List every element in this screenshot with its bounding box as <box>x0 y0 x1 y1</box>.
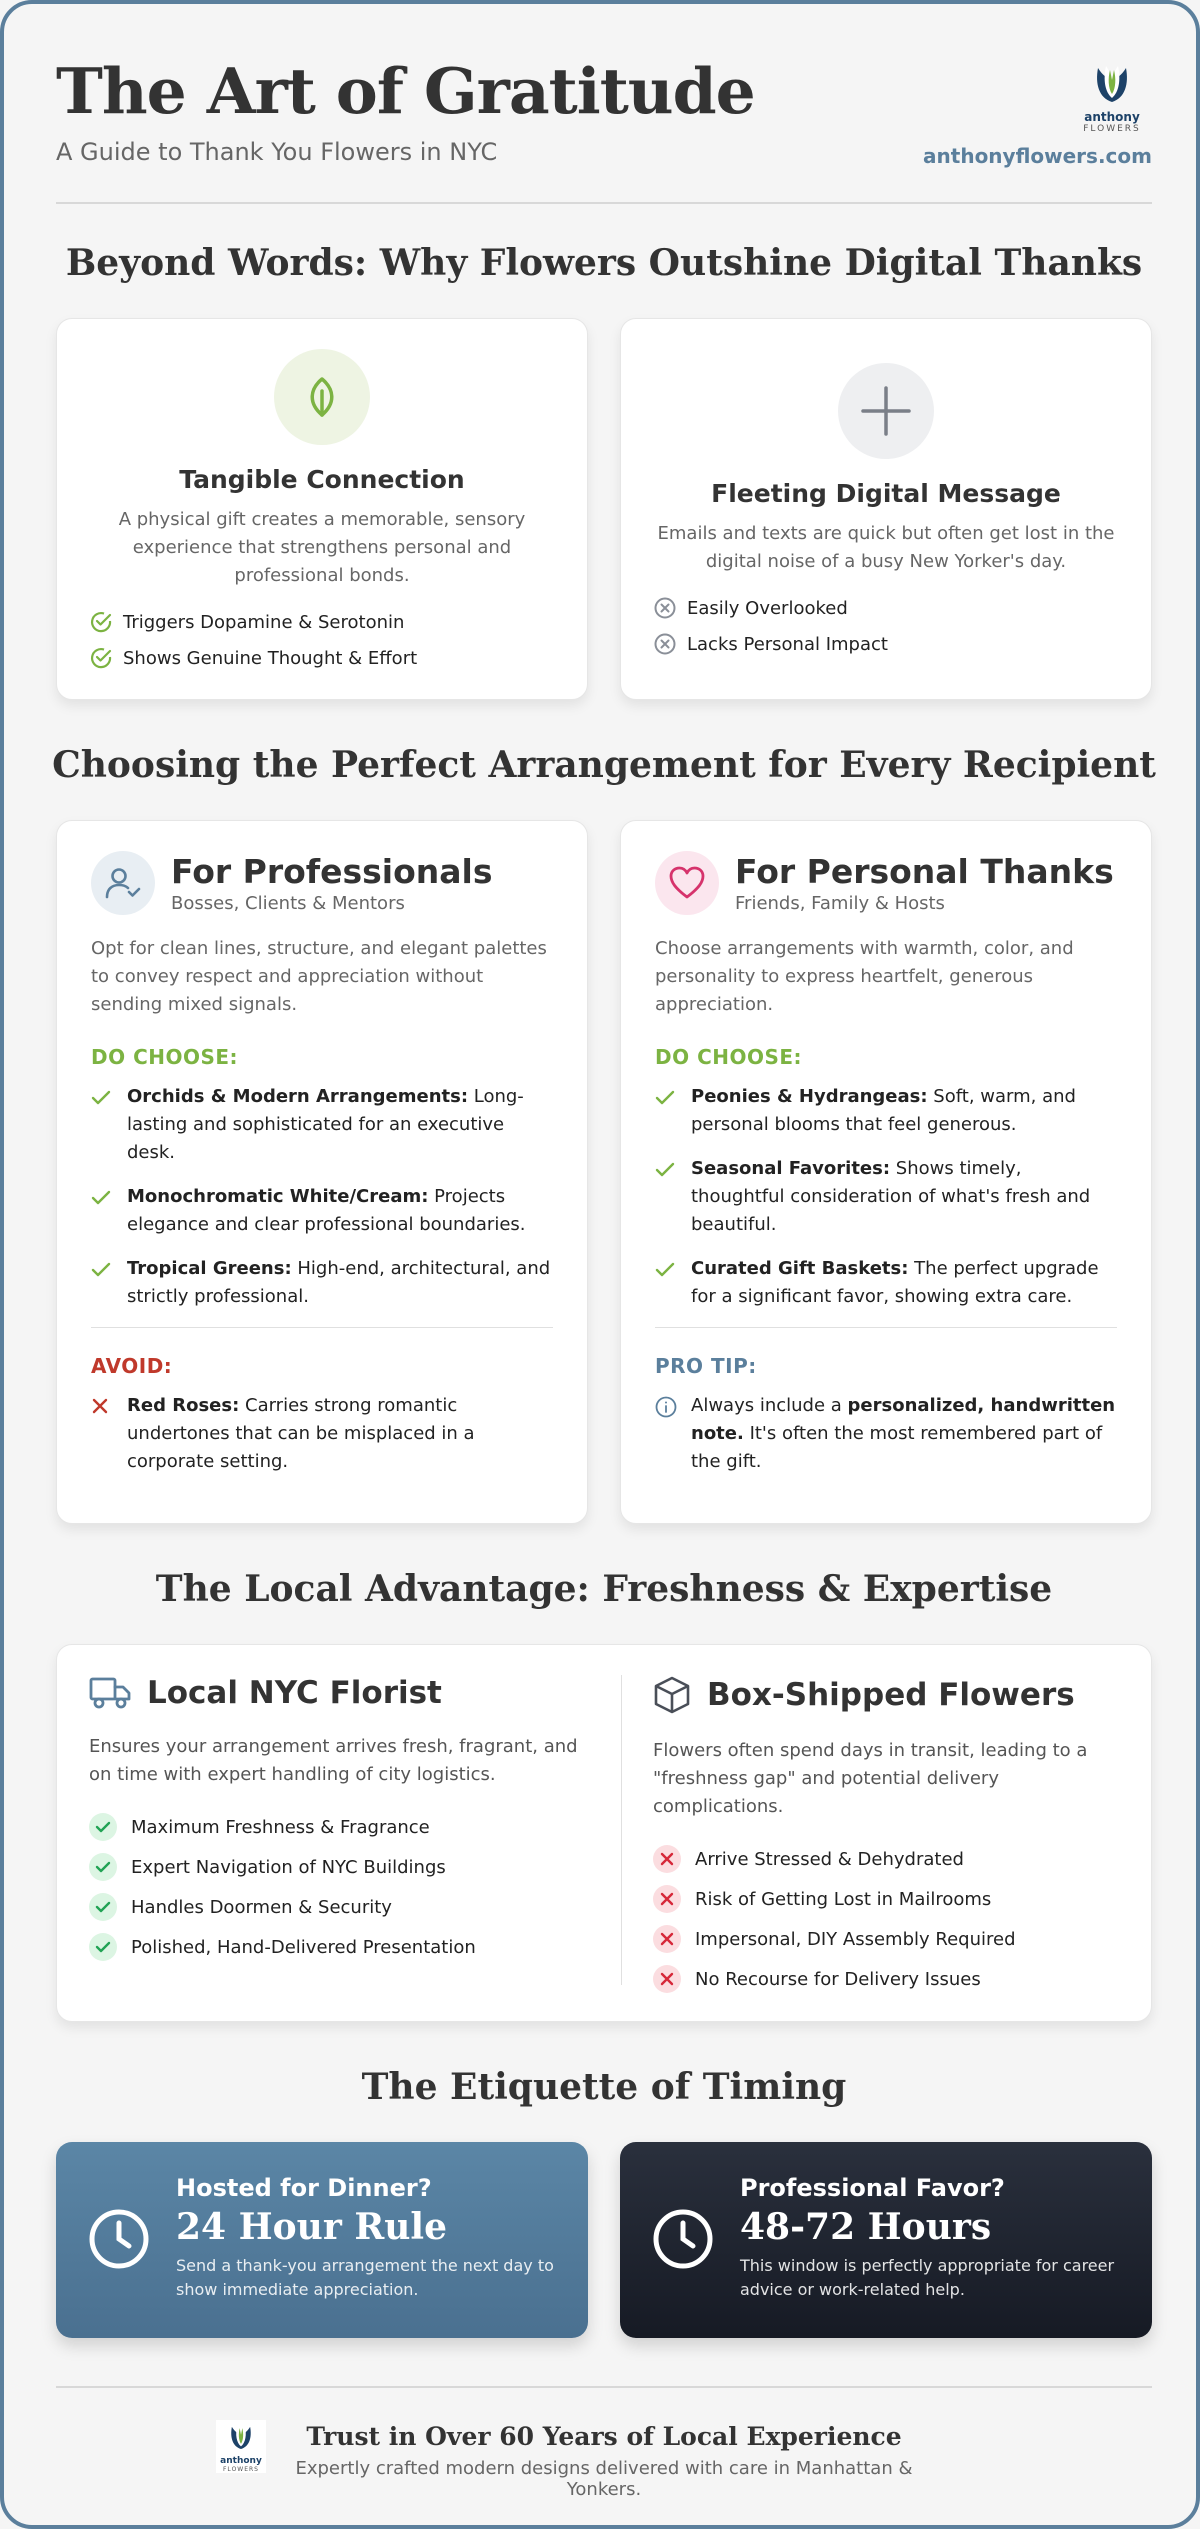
list-item <box>91 1183 553 1239</box>
column-divider <box>621 1675 622 1985</box>
footer-title: Trust in Over 60 Years of Local Experience <box>306 2422 902 2451</box>
list-item <box>653 590 1119 626</box>
card-header <box>91 851 553 915</box>
column-description: Ensures your arrangement arrives fresh, fragrant, and on time with expert handling of city logistics. <box>89 1736 578 1785</box>
x-icon <box>660 1972 674 1986</box>
timing-description: This window is perfectly appropriate for career advice or work-related help. <box>740 2256 1115 2299</box>
section-title-local-advantage: The Local Advantage: Freshness & Expertise <box>155 1568 1053 1610</box>
footer-divider <box>56 2386 1152 2388</box>
delivery-truck-icon <box>89 1675 131 1711</box>
item-text: The perfect upgrade for a significant favor, showing extra care. <box>691 1258 1099 1307</box>
list-item-label: Maximum Freshness & Fragrance <box>131 1816 430 1838</box>
check-icon <box>95 1861 111 1873</box>
card-local-vs-shipped <box>56 1644 1152 2022</box>
list-item-label: No Recourse for Delivery Issues <box>695 1968 981 1990</box>
local-florist-column <box>89 1675 599 1967</box>
list-item-label: Lacks Personal Impact <box>687 633 888 655</box>
column-description: Flowers often spend days in transit, leading to a "freshness gap" and potential delivery complications. <box>653 1740 1088 1817</box>
check-icon <box>655 1090 675 1106</box>
tulip-logo-icon <box>226 2420 256 2452</box>
heart-icon-badge <box>655 851 719 915</box>
leaf-icon <box>298 373 346 421</box>
header-divider <box>56 202 1152 204</box>
card-divider <box>91 1327 553 1328</box>
do-choose-label: DO CHOOSE: <box>91 1045 239 1069</box>
card-title: Tangible Connection <box>179 465 465 494</box>
x-circle-icon <box>653 596 677 620</box>
logo-wordmark: anthony <box>1084 110 1140 124</box>
do-choose-list <box>655 1083 1117 1311</box>
card-title: For Personal Thanks <box>735 852 1114 891</box>
tip-highlight: personalized, handwritten note. <box>691 1395 1116 1444</box>
tulip-logo-icon <box>1089 58 1135 106</box>
footer-logo-wordmark: anthony <box>220 2456 262 2466</box>
list-item-label: Risk of Getting Lost in Mailrooms <box>695 1888 992 1910</box>
list-item-label: Handles Doormen & Security <box>131 1896 392 1918</box>
list-item <box>89 1807 599 1847</box>
card-title: Fleeting Digital Message <box>711 479 1061 508</box>
page-title: The Art of Gratitude <box>56 54 755 128</box>
drawback-list <box>653 590 1119 662</box>
x-icon <box>660 1892 674 1906</box>
card-dinner-timing <box>56 2142 588 2338</box>
section-title-etiquette-timing: The Etiquette of Timing <box>361 2066 847 2108</box>
card-digital-message <box>620 318 1152 700</box>
list-item <box>89 1927 599 1967</box>
list-item-label: Polished, Hand-Delivered Presentation <box>131 1936 476 1958</box>
item-heading: Tropical Greens: <box>127 1258 292 1279</box>
check-icon <box>95 1901 111 1913</box>
footer-logo-wordmark-sub: FLOWERS <box>222 2466 259 2473</box>
list-item <box>89 1847 599 1887</box>
list-item-label: Impersonal, DIY Assembly Required <box>695 1928 1016 1950</box>
card-description: Choose arrangements with warmth, color, and personality to express heartfelt, generous appreciation. <box>655 938 1074 1015</box>
list-item <box>91 1083 553 1167</box>
list-item <box>653 1919 1123 1959</box>
column-header <box>89 1675 599 1711</box>
list-item-label: Triggers Dopamine & Serotonin <box>123 611 405 633</box>
card-subtitle: Bosses, Clients & Mentors <box>171 893 405 914</box>
list-item <box>653 1879 1123 1919</box>
plus-icon-badge <box>838 363 934 459</box>
x-circle-icon <box>653 632 677 656</box>
card-professional-timing <box>620 2142 1152 2338</box>
benefit-list <box>89 604 555 676</box>
card-professionals <box>56 820 588 1524</box>
list-item <box>89 640 555 676</box>
card-description: Opt for clean lines, structure, and elegant palettes to convey respect and appreciation without sending mixed signals. <box>91 938 547 1015</box>
info-icon <box>655 1396 677 1418</box>
section-title-why-flowers: Beyond Words: Why Flowers Outshine Digital Thanks <box>65 242 1143 284</box>
page-subtitle: A Guide to Thank You Flowers in NYC <box>56 138 498 166</box>
avoid-list <box>91 1392 553 1476</box>
item-text: High-end, architectural, and strictly professional. <box>127 1258 551 1307</box>
drawbacks-list <box>653 1839 1123 1999</box>
item-text: Shows timely, thoughtful consideration of what's fresh and beautiful. <box>691 1158 1091 1235</box>
website-link[interactable]: anthonyflowers.com <box>923 144 1152 168</box>
check-circle-icon <box>89 646 113 670</box>
check-icon <box>95 1821 111 1833</box>
avoid-label: AVOID: <box>91 1354 173 1378</box>
x-icon <box>660 1932 674 1946</box>
list-item <box>655 1255 1117 1311</box>
card-subtitle: Friends, Family & Hosts <box>735 893 945 914</box>
x-icon <box>660 1852 674 1866</box>
check-circle-icon <box>89 610 113 634</box>
footer-subtitle: Expertly crafted modern designs delivered with care in Manhattan & Yonkers. <box>295 2458 913 2500</box>
list-item <box>653 626 1119 662</box>
column-header <box>653 1675 1123 1715</box>
item-heading: Monochromatic White/Cream: <box>127 1186 429 1207</box>
timing-rule: 48-72 Hours <box>740 2206 992 2248</box>
item-heading: Curated Gift Baskets: <box>691 1258 909 1279</box>
pro-tip <box>655 1392 1117 1476</box>
list-item <box>655 1392 1117 1476</box>
list-item-label: Arrive Stressed & Dehydrated <box>695 1848 964 1870</box>
clock-icon <box>652 2208 714 2270</box>
check-icon <box>91 1190 111 1206</box>
item-heading: Peonies & Hydrangeas: <box>691 1086 928 1107</box>
check-icon <box>95 1941 111 1953</box>
card-description: A physical gift creates a memorable, sensory experience that strengthens personal and professional bonds. <box>118 509 526 586</box>
advantages-list <box>89 1807 599 1967</box>
user-check-icon <box>103 863 143 903</box>
tip-text: Always include a <box>691 1395 848 1416</box>
list-item <box>89 604 555 640</box>
card-divider <box>655 1327 1117 1328</box>
list-item-label: Shows Genuine Thought & Effort <box>123 647 418 669</box>
check-icon <box>655 1262 675 1278</box>
heart-icon <box>667 863 707 903</box>
item-heading: Red Roses: <box>127 1395 240 1416</box>
card-description: Emails and texts are quick but often get lost in the digital noise of a busy New Yorker's day. <box>657 523 1115 572</box>
column-title: Local NYC Florist <box>147 1675 442 1711</box>
item-text: Long-lasting and sophisticated for an executive desk. <box>127 1086 524 1163</box>
clock-icon <box>88 2208 150 2270</box>
plus-icon <box>859 384 913 438</box>
check-icon <box>91 1090 111 1106</box>
package-box-icon <box>653 1675 691 1715</box>
header <box>56 54 1152 204</box>
column-title: Box-Shipped Flowers <box>707 1677 1075 1713</box>
logo-wordmark-sub: FLOWERS <box>1083 124 1141 134</box>
list-item-label: Expert Navigation of NYC Buildings <box>131 1856 446 1878</box>
leaf-icon-badge <box>274 349 370 445</box>
pro-tip-label: PRO TIP: <box>655 1354 757 1378</box>
item-heading: Orchids & Modern Arrangements: <box>127 1086 469 1107</box>
list-item <box>655 1155 1117 1239</box>
item-heading: Seasonal Favorites: <box>691 1158 891 1179</box>
footer <box>4 2414 1200 2500</box>
list-item <box>655 1083 1117 1139</box>
do-choose-list <box>91 1083 553 1311</box>
timing-question: Professional Favor? <box>740 2174 1005 2202</box>
list-item <box>91 1392 553 1476</box>
item-text: Carries strong romantic undertones that can be misplaced in a corporate setting. <box>127 1395 475 1472</box>
timing-question: Hosted for Dinner? <box>176 2174 432 2202</box>
check-icon <box>91 1262 111 1278</box>
tip-text: It's often the most remembered part of the gift. <box>691 1423 1103 1472</box>
timing-description: Send a thank-you arrangement the next day to show immediate appreciation. <box>176 2256 554 2299</box>
card-personal-thanks <box>620 820 1152 1524</box>
footer-logo[interactable] <box>216 2420 266 2473</box>
timing-rule: 24 Hour Rule <box>176 2206 448 2248</box>
card-tangible-connection <box>56 318 588 700</box>
list-item <box>89 1887 599 1927</box>
list-item-label: Easily Overlooked <box>687 597 848 619</box>
section-title-choosing: Choosing the Perfect Arrangement for Every Recipient <box>52 744 1156 786</box>
do-choose-label: DO CHOOSE: <box>655 1045 803 1069</box>
x-icon <box>91 1397 109 1415</box>
box-shipped-column <box>653 1675 1123 1999</box>
item-text: Projects elegance and clear professional boundaries. <box>127 1186 526 1235</box>
list-item <box>653 1959 1123 1999</box>
item-text: Soft, warm, and personal blooms that feel generous. <box>691 1086 1076 1135</box>
list-item <box>653 1839 1123 1879</box>
card-title: For Professionals <box>171 852 493 891</box>
user-check-icon-badge <box>91 851 155 915</box>
check-icon <box>655 1162 675 1178</box>
card-header <box>655 851 1117 915</box>
list-item <box>91 1255 553 1311</box>
brand-logo[interactable] <box>1072 58 1152 134</box>
